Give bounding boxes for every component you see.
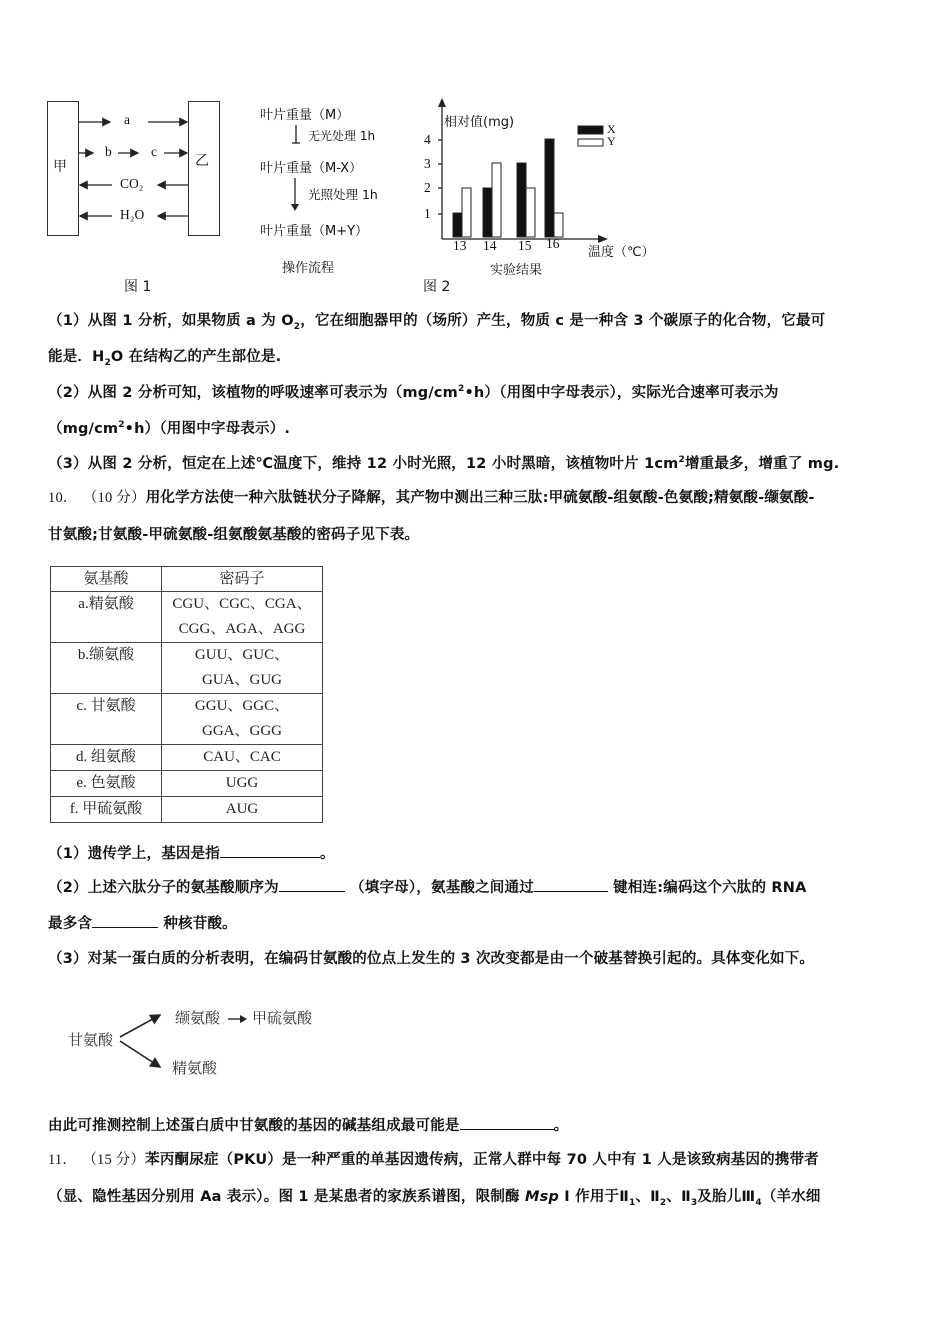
legend-y-label: Y <box>607 134 616 148</box>
question-score: （10 分） <box>82 490 146 506</box>
x-tick-16: 16 <box>546 236 560 251</box>
x-tick-15: 15 <box>518 238 532 253</box>
down-arrow-icon <box>290 178 300 212</box>
procedure-op-1: 无光处理 1h <box>308 129 376 143</box>
table-row: c. 甘氨酸 GGU、GGC、 GGA、GGG <box>51 694 323 745</box>
table-row: a.精氨酸 CGU、CGC、CGA、 CGG、AGA、AGG <box>51 592 323 643</box>
substance-c-label: c <box>151 144 157 159</box>
arrow-right-icon <box>228 1014 248 1024</box>
table-row: b.缬氨酸 GUU、GUC、 GUA、GUG <box>51 643 323 694</box>
organelle-jia-label: 甲 <box>53 159 67 175</box>
q11-line-1: 11． （15 分）苯丙酮尿症（PKU）是一种严重的单基因遗传病，正常人群中每 70 人中有 1 人是该致病基因的携带者 <box>48 1152 819 1168</box>
y-tick-3: 3 <box>424 156 431 171</box>
procedure-step-2: 叶片重量（M-X） <box>260 161 363 176</box>
co2-label: CO₂ <box>120 176 144 191</box>
chart-y-axis-label: 相对值(mg) <box>444 115 515 130</box>
q9-part-2-line-1: （2）从图 2 分析可知，该植物的呼吸速率可表示为$(mg/cm^2•h)$（用图中字母表示），实际光合速率可表示为 <box>48 384 779 401</box>
branch-arrows <box>118 1005 168 1075</box>
procedure-step-3: 叶片重量（M+Y） <box>260 224 369 239</box>
q9-part-1-line-2: 能是．$H_2O$ 在结构乙的产生部位是. <box>48 349 282 368</box>
table-row: f. 甲硫氨酸 AUG <box>51 797 323 823</box>
down-arrow-icon <box>292 125 300 147</box>
substance-a-label: a <box>124 112 130 127</box>
y-tick-4: 4 <box>424 132 431 147</box>
table-header-row <box>51 567 323 592</box>
codon-table <box>50 566 323 823</box>
diagram-source: 甘氨酸 <box>68 1031 114 1049</box>
answer-blank[interactable] <box>460 1115 554 1130</box>
answer-blank[interactable] <box>220 843 320 858</box>
table-row: d. 组氨酸 CAU、CAC <box>51 745 323 771</box>
h2o-label: H₂O <box>120 207 145 222</box>
q10-conclusion: 由此可推测控制上述蛋白质中甘氨酸的基因的碱基组成最可能是 。 <box>48 1115 568 1136</box>
question-number: 10． <box>48 490 78 506</box>
chart-subcaption: 实验结果 <box>490 263 543 278</box>
procedure-op-2: 光照处理 1h <box>308 187 378 202</box>
header-codon: 密码子 <box>162 567 323 592</box>
procedure-caption: 操作流程 <box>282 261 335 276</box>
answer-blank[interactable] <box>279 877 345 892</box>
figure-2-caption: 图 2 <box>423 279 451 295</box>
figure-1-caption: 图 1 <box>124 279 152 295</box>
q10-intro-line-2: 甘氨酸;甘氨酸-甲硫氨酸-组氨酸氨基酸的密码子见下表。 <box>48 527 420 543</box>
q10-sub-2-line-2: 最多含 种核苷酸。 <box>48 913 237 934</box>
q10-sub-2-line-1: （2）上述六肽分子的氨基酸顺序为 （填字母），氨基酸之间通过 键相连:编码这个六肽的 RNA <box>48 877 807 898</box>
organelle-yi-label: 乙 <box>195 153 209 169</box>
x-tick-14: 14 <box>483 238 497 253</box>
question-score: （15 分） <box>82 1152 146 1168</box>
question-number: 11． <box>48 1152 78 1168</box>
q10-sub-3: （3）对某一蛋白质的分析表明，在编码甘氨酸的位点上发生的 3 次改变都是由一个破基替换引起的。具体变化如下。 <box>48 951 815 967</box>
chart-x-axis-label: 温度（℃） <box>588 245 655 260</box>
q9-part-3: （3）从图 2 分析，恒定在上述℃温度下，维持 12 小时光照，12 小时黑暗，该植物叶片 $1cm^2$增重最多，增重了 mg. <box>48 455 840 472</box>
answer-blank[interactable] <box>534 877 608 892</box>
diagram-upper-next: 甲硫氨酸 <box>252 1009 313 1027</box>
q9-part-1-line-1: （1）从图 1 分析，如果物质 a 为 $O_2$，它在细胞器甲的（场所）产生，物质 c 是一种含 3 个碳原子的化合物，它最可 <box>48 313 826 332</box>
answer-blank[interactable] <box>92 913 158 928</box>
diagram-lower: 精氨酸 <box>172 1059 218 1077</box>
table-row: e. 色氨酸 UGG <box>51 771 323 797</box>
diagram-upper: 缬氨酸 <box>175 1009 221 1027</box>
substance-b-label: b <box>105 144 112 159</box>
q10-sub-1: （1）遗传学上，基因是指 。 <box>48 843 335 864</box>
header-amino-acid: 氨基酸 <box>51 567 162 592</box>
q10-intro-line-1: 10． （10 分）用化学方法使一种六肽链状分子降解，其产物中测出三种三肽:甲硫氨酸-组氨酸-色氨酸;精氨酸-缬氨酸- <box>48 490 815 506</box>
x-tick-13: 13 <box>453 238 467 253</box>
y-tick-2: 2 <box>424 180 431 195</box>
legend-x-label: X <box>607 122 616 136</box>
procedure-step-1: 叶片重量（M） <box>260 108 350 123</box>
y-tick-1: 1 <box>424 206 431 221</box>
q9-part-2-line-2: $(mg/cm^2•h)$（用图中字母表示）. <box>48 420 291 437</box>
q11-line-2: （显、隐性基因分别用 Aa 表示）。图 1 是某患者的家族系谱图，限制酶 Msp I 作用于$Ⅱ_1$、$Ⅱ_2$、$Ⅱ_3$及胎儿$Ⅲ_4$（羊水细 <box>48 1189 821 1208</box>
